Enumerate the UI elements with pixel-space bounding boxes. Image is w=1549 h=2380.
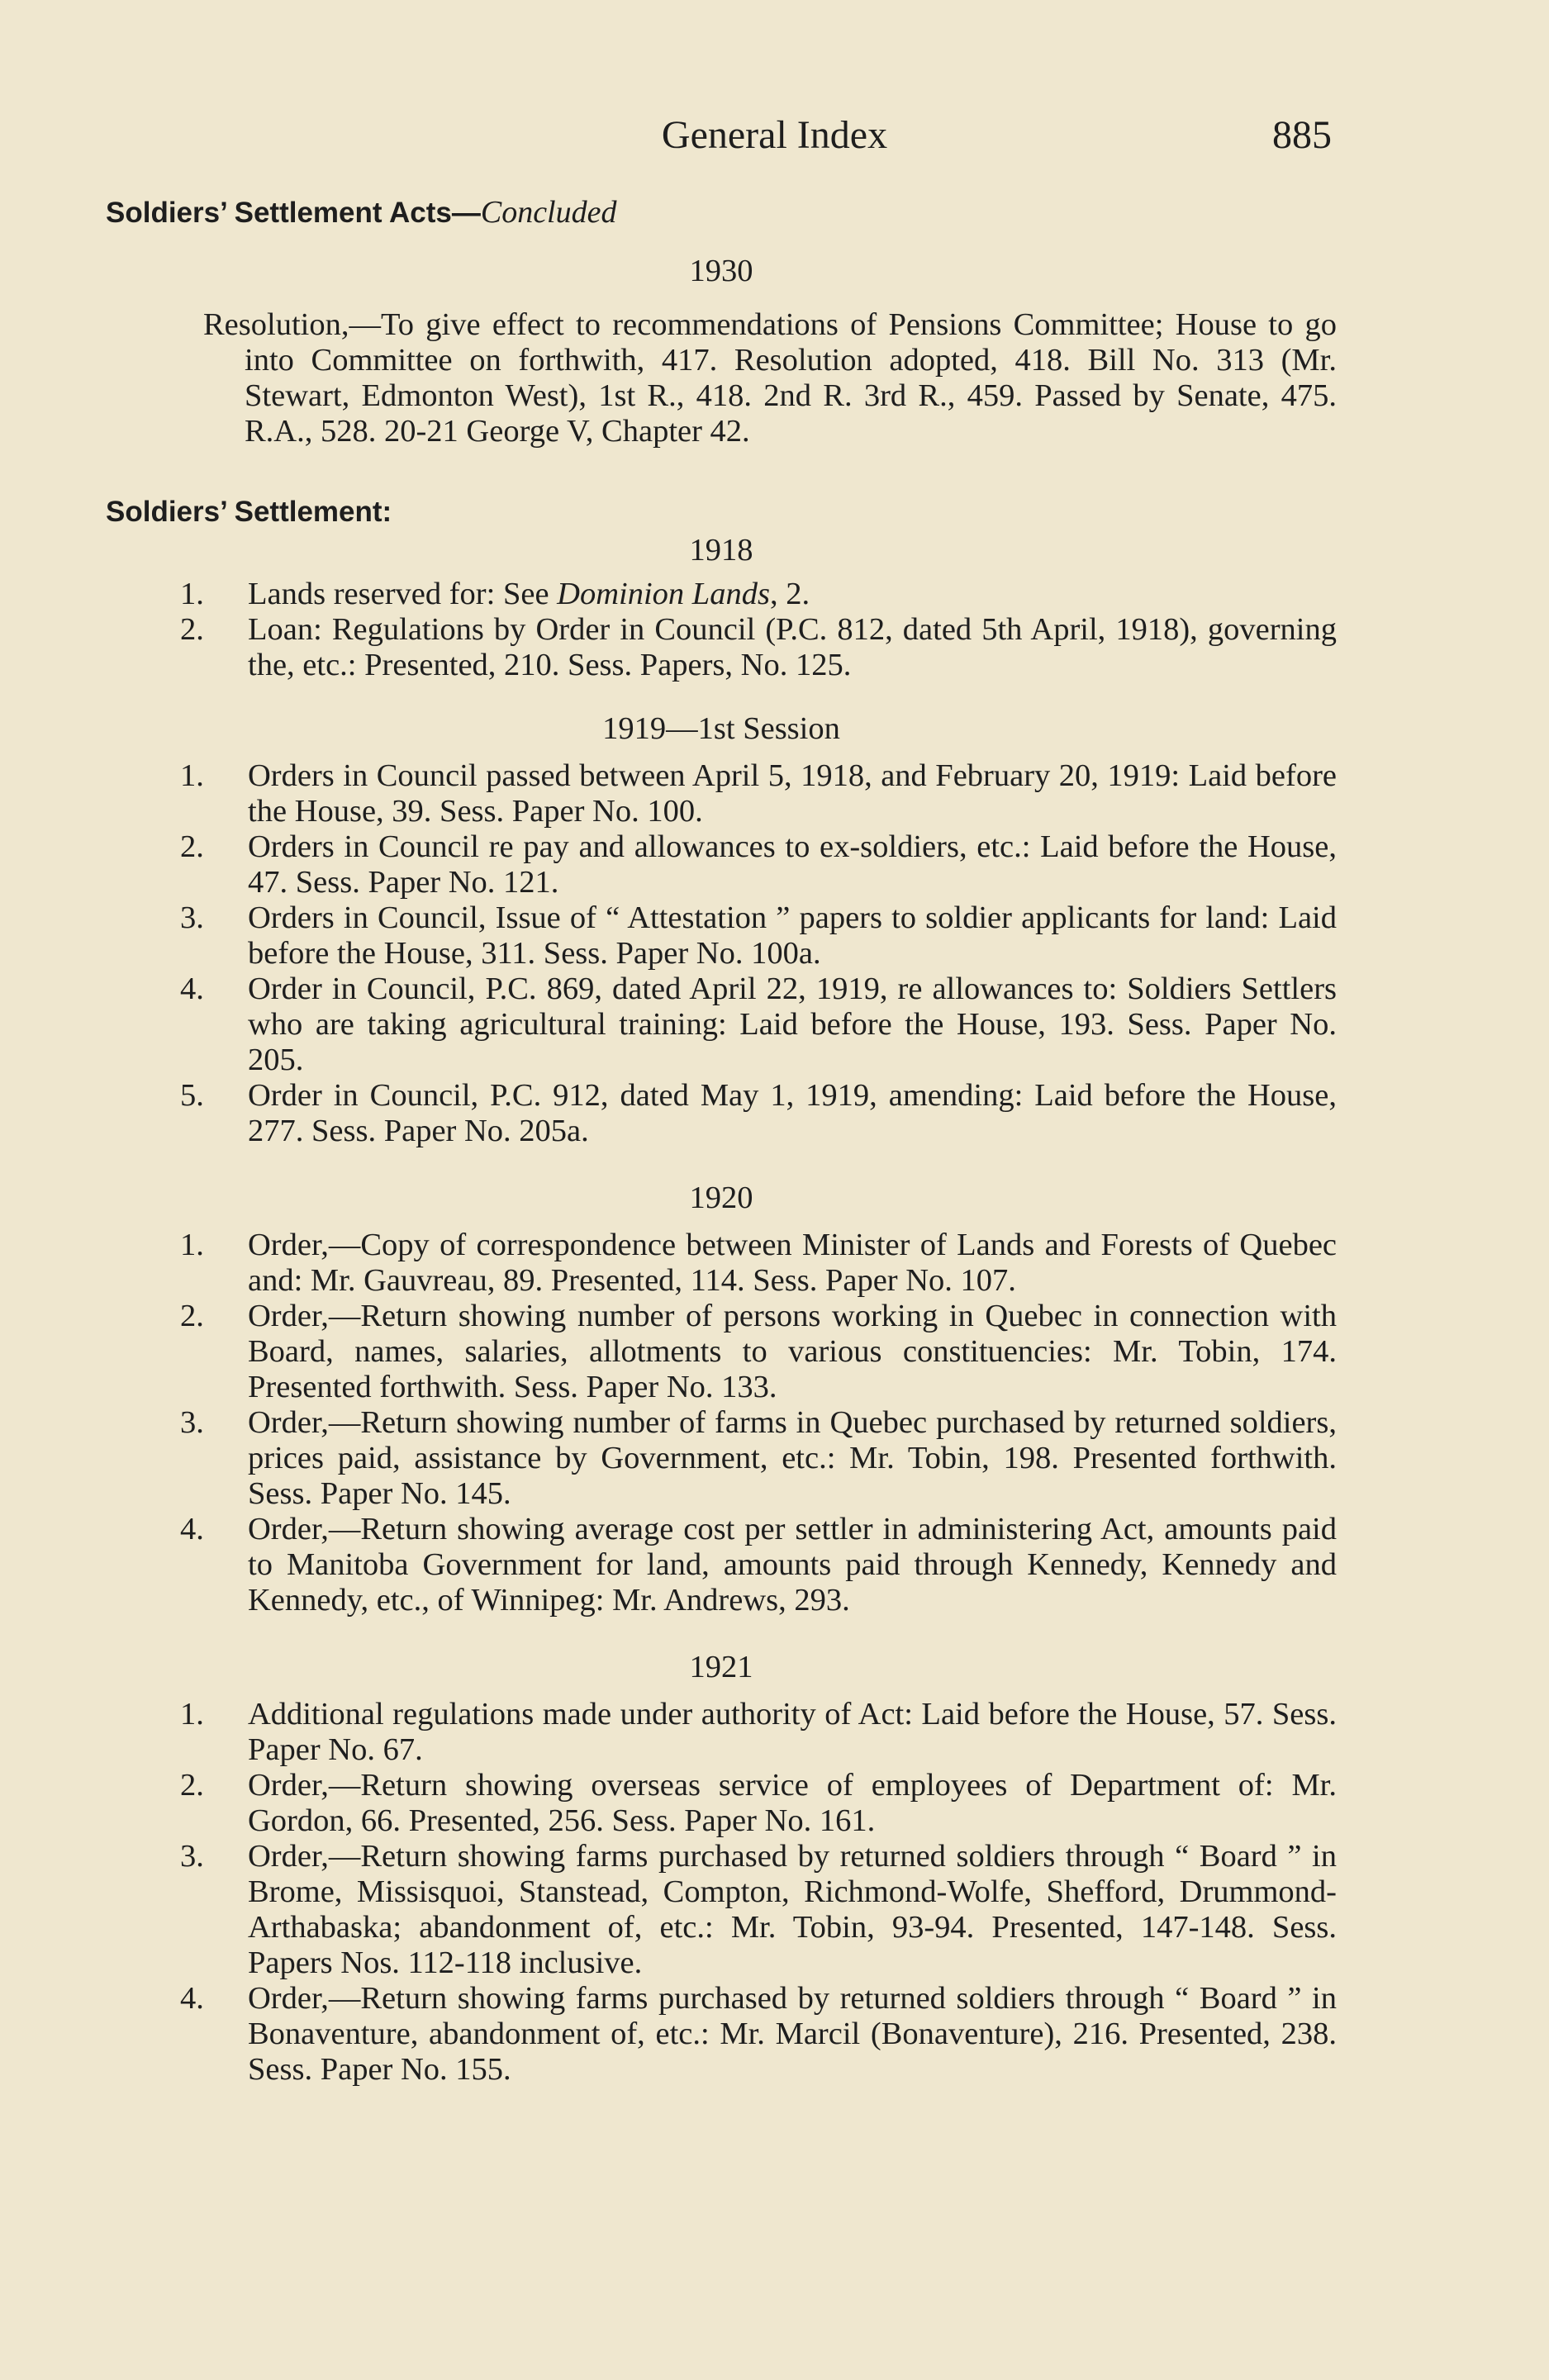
entry-number: 2. — [180, 1768, 204, 1803]
entry-number: 1. — [180, 1697, 204, 1732]
entry-text: Orders in Council passed between April 5, 1918, and February 20, 1919: Laid before the House, 39. Sess. Paper No. 100. — [248, 758, 1337, 829]
list-item — [106, 1768, 1337, 1839]
year-heading: 1920 — [689, 1180, 753, 1215]
page-number: 885 — [1272, 113, 1332, 157]
year-heading: 1921 — [689, 1650, 753, 1684]
list-item — [106, 758, 1337, 829]
index-text — [106, 195, 1337, 2088]
entry-text: Order,—Copy of correspondence between Minister of Lands and Forests of Quebec and: Mr. Gauvreau, 89. Presented, 114. Sess. Paper No. 107. — [248, 1228, 1337, 1298]
list-item — [106, 1228, 1337, 1299]
entry-text: Order,—Return showing farms purchased by returned soldiers through “ Board ” in Brome, Missisquoi, Stanstead, Compton, Richmond-Wolfe, Shefford, Drummond-Arthabaska; abandonment of, etc.: Mr. Tobin, 93-94. Presented, 147-148. Sess. Papers Nos. 112-118 inclusive. — [248, 1839, 1337, 1980]
list-item — [106, 1078, 1337, 1149]
entry-list-1918 — [106, 577, 1337, 683]
list-item — [106, 612, 1337, 683]
entry-number: 3. — [180, 1839, 204, 1874]
entry-number: 4. — [180, 971, 204, 1006]
list-item — [106, 577, 1337, 612]
year-heading: 1919—1st Session — [602, 711, 840, 746]
list-item — [106, 1697, 1337, 1768]
entry-number: 1. — [180, 577, 204, 611]
entry-text: Order,—Return showing number of persons working in Quebec in connection with Board, names, salaries, allotments to various constituencies: Mr. Tobin, 174. Presented forthwith. Sess. Paper No. 133. — [248, 1299, 1337, 1404]
entry-list-1921 — [106, 1697, 1337, 2088]
list-item — [106, 1839, 1337, 1981]
list-item — [106, 1512, 1337, 1618]
entry-number: 1. — [180, 758, 204, 793]
section-heading-settlement: Soldiers’ Settlement: — [106, 496, 392, 528]
section-heading-acts — [106, 195, 1337, 230]
list-item — [106, 900, 1337, 971]
section-heading-acts-text: Soldiers’ Settlement Acts— — [106, 197, 481, 229]
list-item — [106, 971, 1337, 1078]
entry-text: Additional regulations made under authority of Act: Laid before the House, 57. Sess. Paper No. 67. — [248, 1697, 1337, 1767]
year-heading: 1918 — [689, 533, 753, 568]
entry-number: 2. — [180, 829, 204, 864]
entry-text: Order,—Return showing average cost per settler in administering Act, amounts paid to Manitoba Government for land, amounts paid through Kennedy, Kennedy and Kennedy, etc., of Winnipeg: Mr. Andrews, 293. — [248, 1512, 1337, 1618]
entry-number: 1. — [180, 1228, 204, 1262]
entry-italic-text: Dominion Lands — [557, 577, 770, 611]
entry-text: Loan: Regulations by Order in Council (P.C. 812, dated 5th April, 1918), governing the, etc.: Presented, 210. Sess. Papers, No. 125. — [248, 612, 1337, 682]
concluded-label: Concluded — [480, 195, 617, 230]
entry-number: 5. — [180, 1078, 204, 1113]
entry-number: 2. — [180, 1299, 204, 1333]
list-item — [106, 1299, 1337, 1405]
entry-number: 3. — [180, 1405, 204, 1440]
entry-text: Order in Council, P.C. 912, dated May 1, 1919, amending: Laid before the House, 277. Sess. Paper No. 205a. — [248, 1078, 1337, 1148]
resolution-entry: Resolution,—To give effect to recommendations of Pensions Committee; House to go into Committee on forthwith, 417. Resolution adopted, 418. Bill No. 313 (Mr. Stewart, Edmonton West), 1st R., 418. 2nd R. 3rd R., 459. Passed by Senate, 475. R.A., 528. 20-21 George V, Chapter 42. — [203, 307, 1337, 449]
entry-list-1919 — [106, 758, 1337, 1149]
entry-number: 2. — [180, 612, 204, 647]
entry-text: Order,—Return showing overseas service of employees of Department of: Mr. Gordon, 66. Presented, 256. Sess. Paper No. 161. — [248, 1768, 1337, 1838]
running-title: General Index — [661, 113, 888, 157]
year-heading: 1930 — [689, 254, 753, 288]
entry-text: Orders in Council, Issue of “ Attestation ” papers to soldier applicants for land: Laid before the House, 311. Sess. Paper No. 100a. — [248, 900, 1337, 971]
entry-text: Order in Council, P.C. 869, dated April 22, 1919, re allowances to: Soldiers Settlers who are taking agricultural training: Laid before the House, 193. Sess. Paper No. 205. — [248, 971, 1337, 1077]
entry-text: Orders in Council re pay and allowances to ex-soldiers, etc.: Laid before the House, 47. Sess. Paper No. 121. — [248, 829, 1337, 900]
entry-text: Order,—Return showing farms purchased by returned soldiers through “ Board ” in Bonaventure, abandonment of, etc.: Mr. Marcil (Bonaventure), 216. Presented, 238. Sess. Paper No. 155. — [248, 1981, 1337, 2087]
list-item — [106, 829, 1337, 900]
list-item — [106, 1405, 1337, 1512]
entry-number: 3. — [180, 900, 204, 935]
entry-list-1920 — [106, 1228, 1337, 1618]
list-item — [106, 1981, 1337, 2088]
entry-text: Lands reserved for: See — [248, 577, 558, 611]
entry-number: 4. — [180, 1981, 204, 2016]
entry-number: 4. — [180, 1512, 204, 1546]
entry-text: Order,—Return showing number of farms in Quebec purchased by returned soldiers, prices paid, assistance by Government, etc.: Mr. Tobin, 198. Presented forthwith. Sess. Paper No. 145. — [248, 1405, 1337, 1511]
entry-text-rest: , 2. — [769, 577, 810, 611]
